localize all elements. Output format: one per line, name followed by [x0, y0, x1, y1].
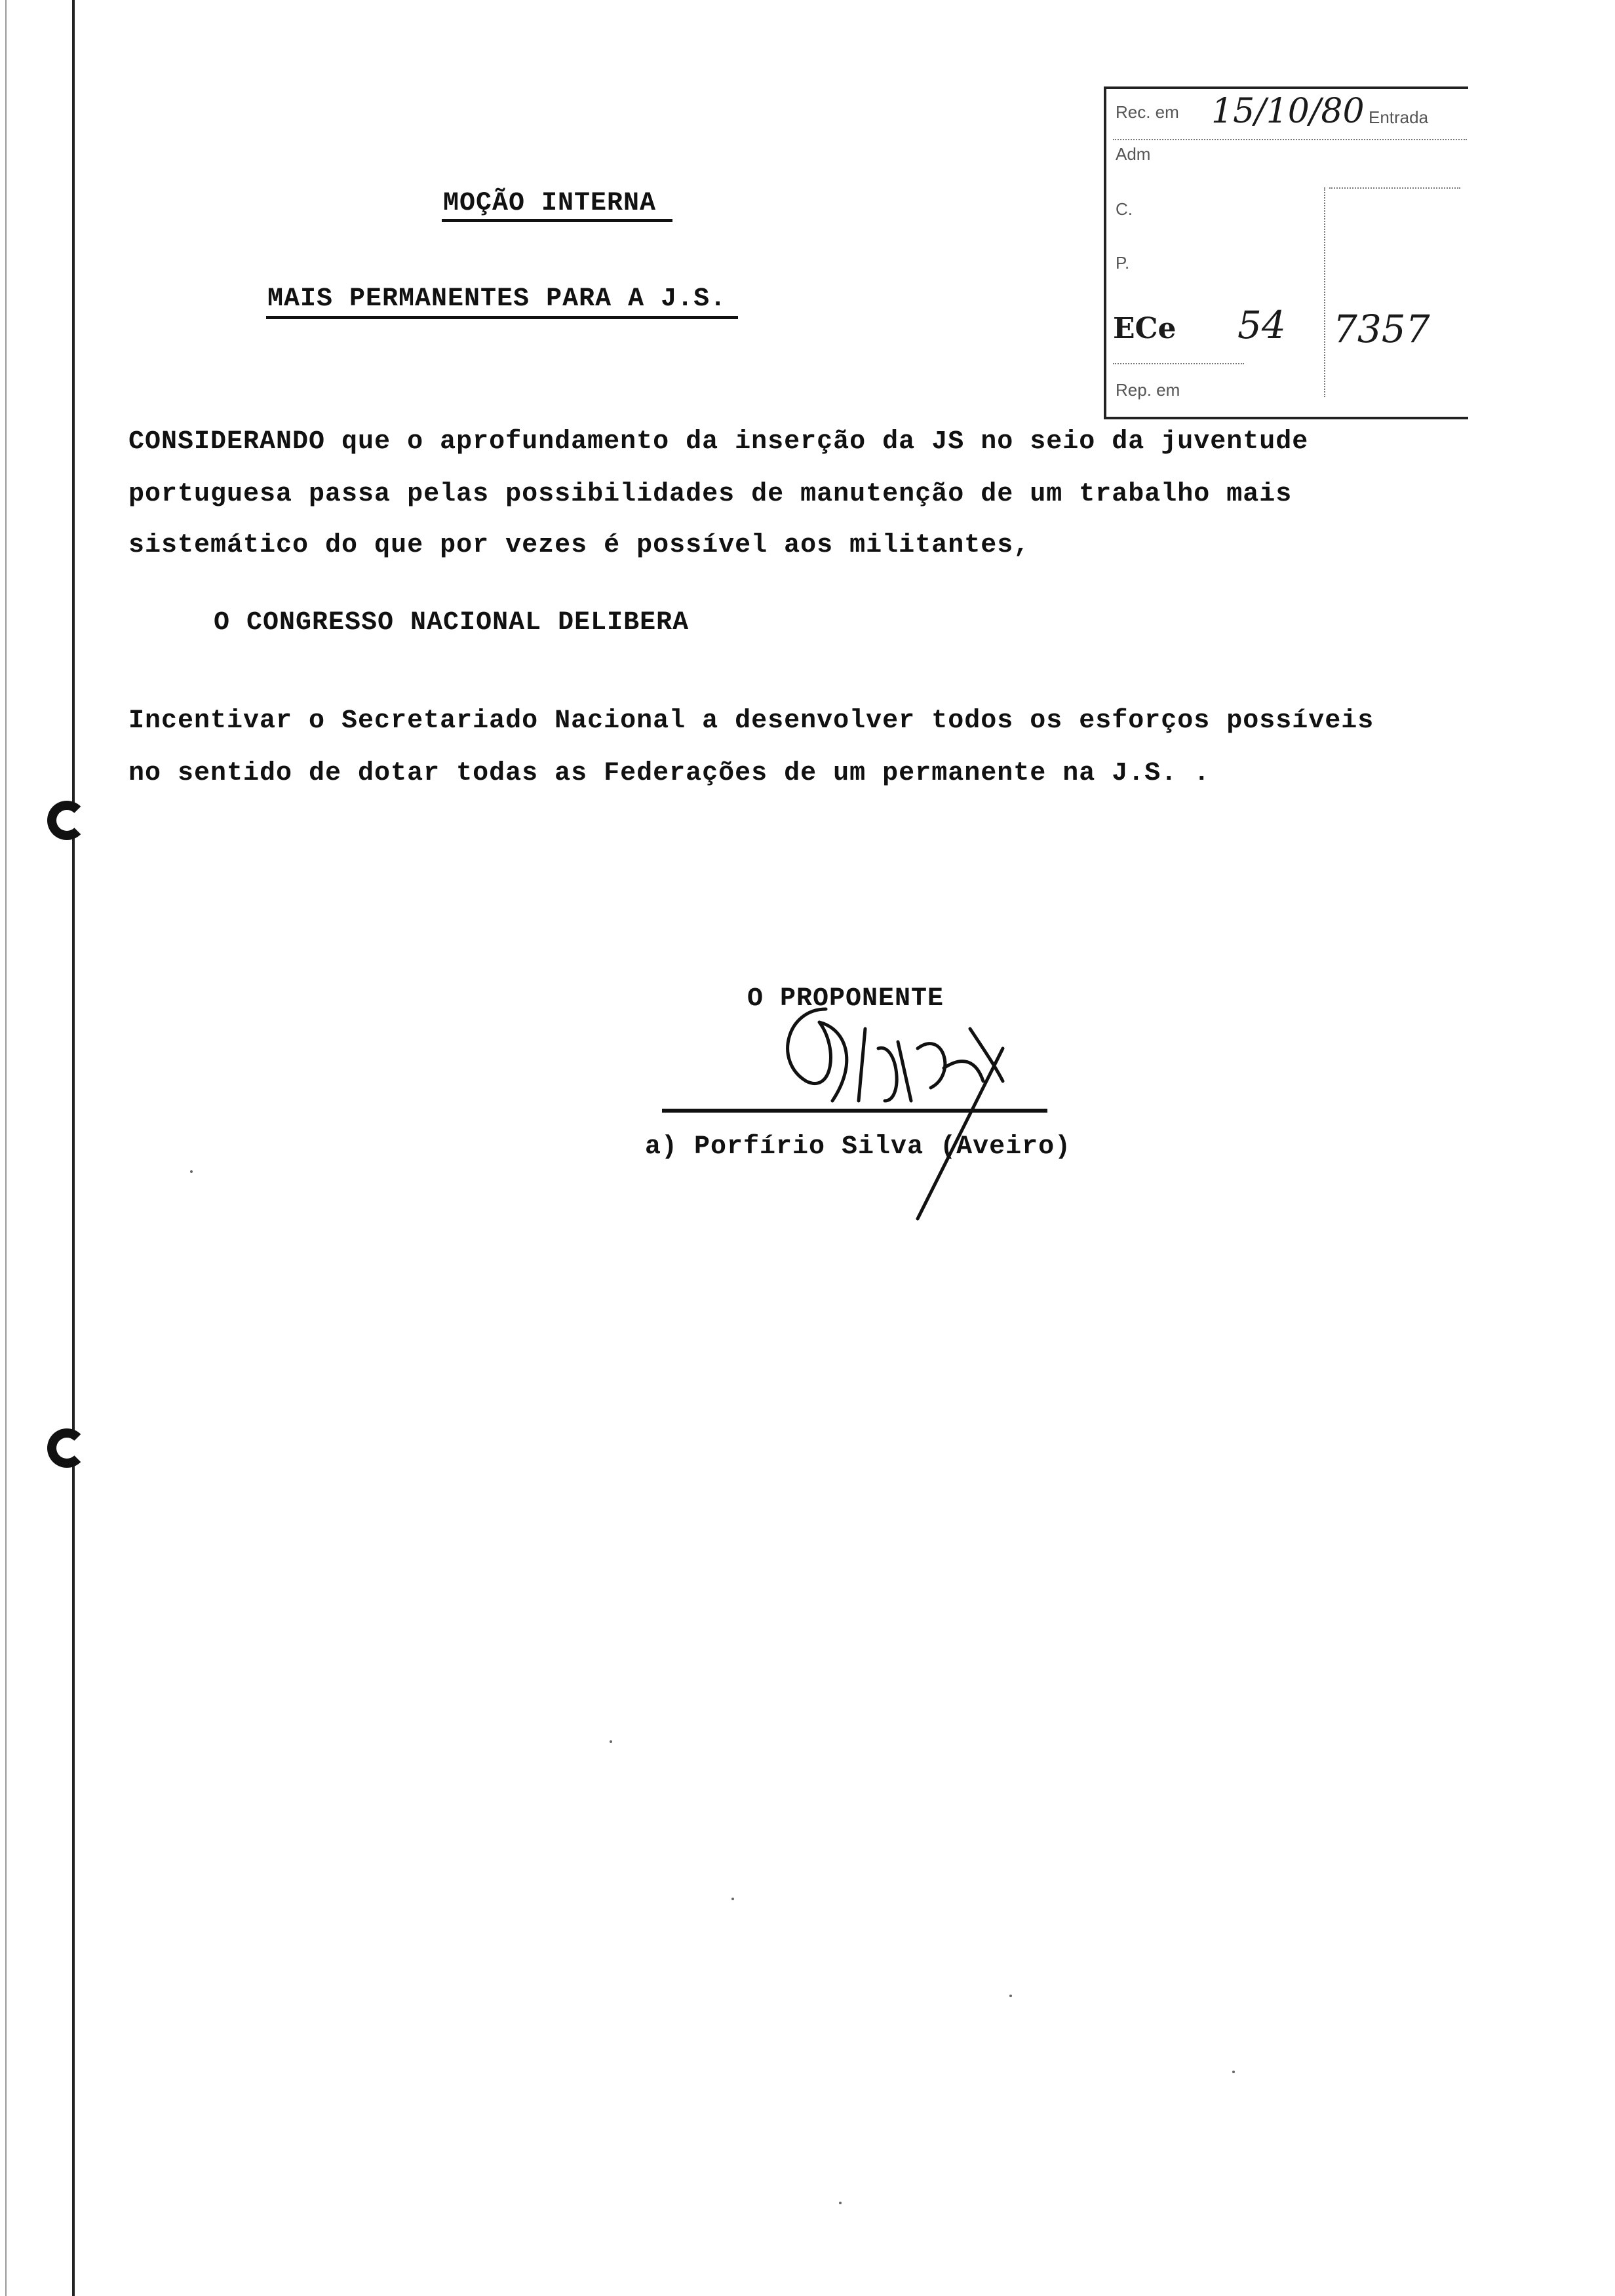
- subtitle-underline: [266, 316, 738, 319]
- scan-speck: [190, 1170, 193, 1173]
- stamp-column-divider: [1324, 187, 1325, 397]
- stamp-document-number: 7357: [1333, 307, 1430, 351]
- punch-hole: [47, 801, 87, 840]
- scan-speck: [1232, 2071, 1235, 2073]
- delibera-heading: O CONGRESSO NACIONAL DELIBERA: [214, 608, 690, 638]
- stamp-rule: [1113, 363, 1244, 364]
- stamp-rule: [1113, 139, 1467, 140]
- proponent-label: O PROPONENTE: [747, 984, 944, 1014]
- handwritten-signature: [747, 970, 1049, 1232]
- scan-speck: [839, 2202, 842, 2204]
- document-title: MOÇÃO INTERNA: [443, 189, 657, 218]
- stamp-p-label: P.: [1116, 253, 1130, 273]
- registry-stamp: [1104, 86, 1468, 419]
- considerando-line: sistemático do que por vezes é possível aos militantes,: [128, 531, 1030, 560]
- stamp-rep-label: Rep. em: [1116, 380, 1180, 400]
- resolution-line: no sentido de dotar todas as Federações de um permanente na J.S. .: [128, 759, 1211, 788]
- considerando-line: CONSIDERANDO que o aprofundamento da inserção da JS no seio da juventude: [128, 427, 1309, 457]
- resolution-line: Incentivar o Secretariado Nacional a desenvolver todos os esforços possíveis: [128, 706, 1374, 736]
- considerando-line: portuguesa passa pelas possibilidades de manutenção de um trabalho mais: [128, 480, 1293, 509]
- binding-margin-line: [72, 0, 75, 2296]
- signatory-name: a) Porfírio Silva (Aveiro): [645, 1132, 1072, 1162]
- stamp-c-label: C.: [1116, 199, 1133, 219]
- document-subtitle: MAIS PERMANENTES PARA A J.S.: [267, 284, 727, 314]
- signature-line: [662, 1109, 1047, 1113]
- punch-hole: [47, 1428, 87, 1468]
- stamp-entrada-label: Entrada: [1369, 107, 1429, 127]
- stamp-date-handwritten: 15/10/80: [1211, 92, 1365, 131]
- title-underline: [442, 219, 672, 222]
- stamp-rule: [1329, 187, 1460, 189]
- stamp-rec-label: Rec. em: [1116, 102, 1179, 122]
- scan-edge-line: [5, 0, 7, 2296]
- stamp-adm-label: Adm: [1116, 144, 1151, 164]
- scan-speck: [1009, 1995, 1012, 1997]
- stamp-code-prefix: ECe: [1113, 312, 1177, 345]
- stamp-code-number: 54: [1237, 303, 1286, 347]
- scan-speck: [731, 1898, 734, 1900]
- scan-speck: [610, 1740, 612, 1743]
